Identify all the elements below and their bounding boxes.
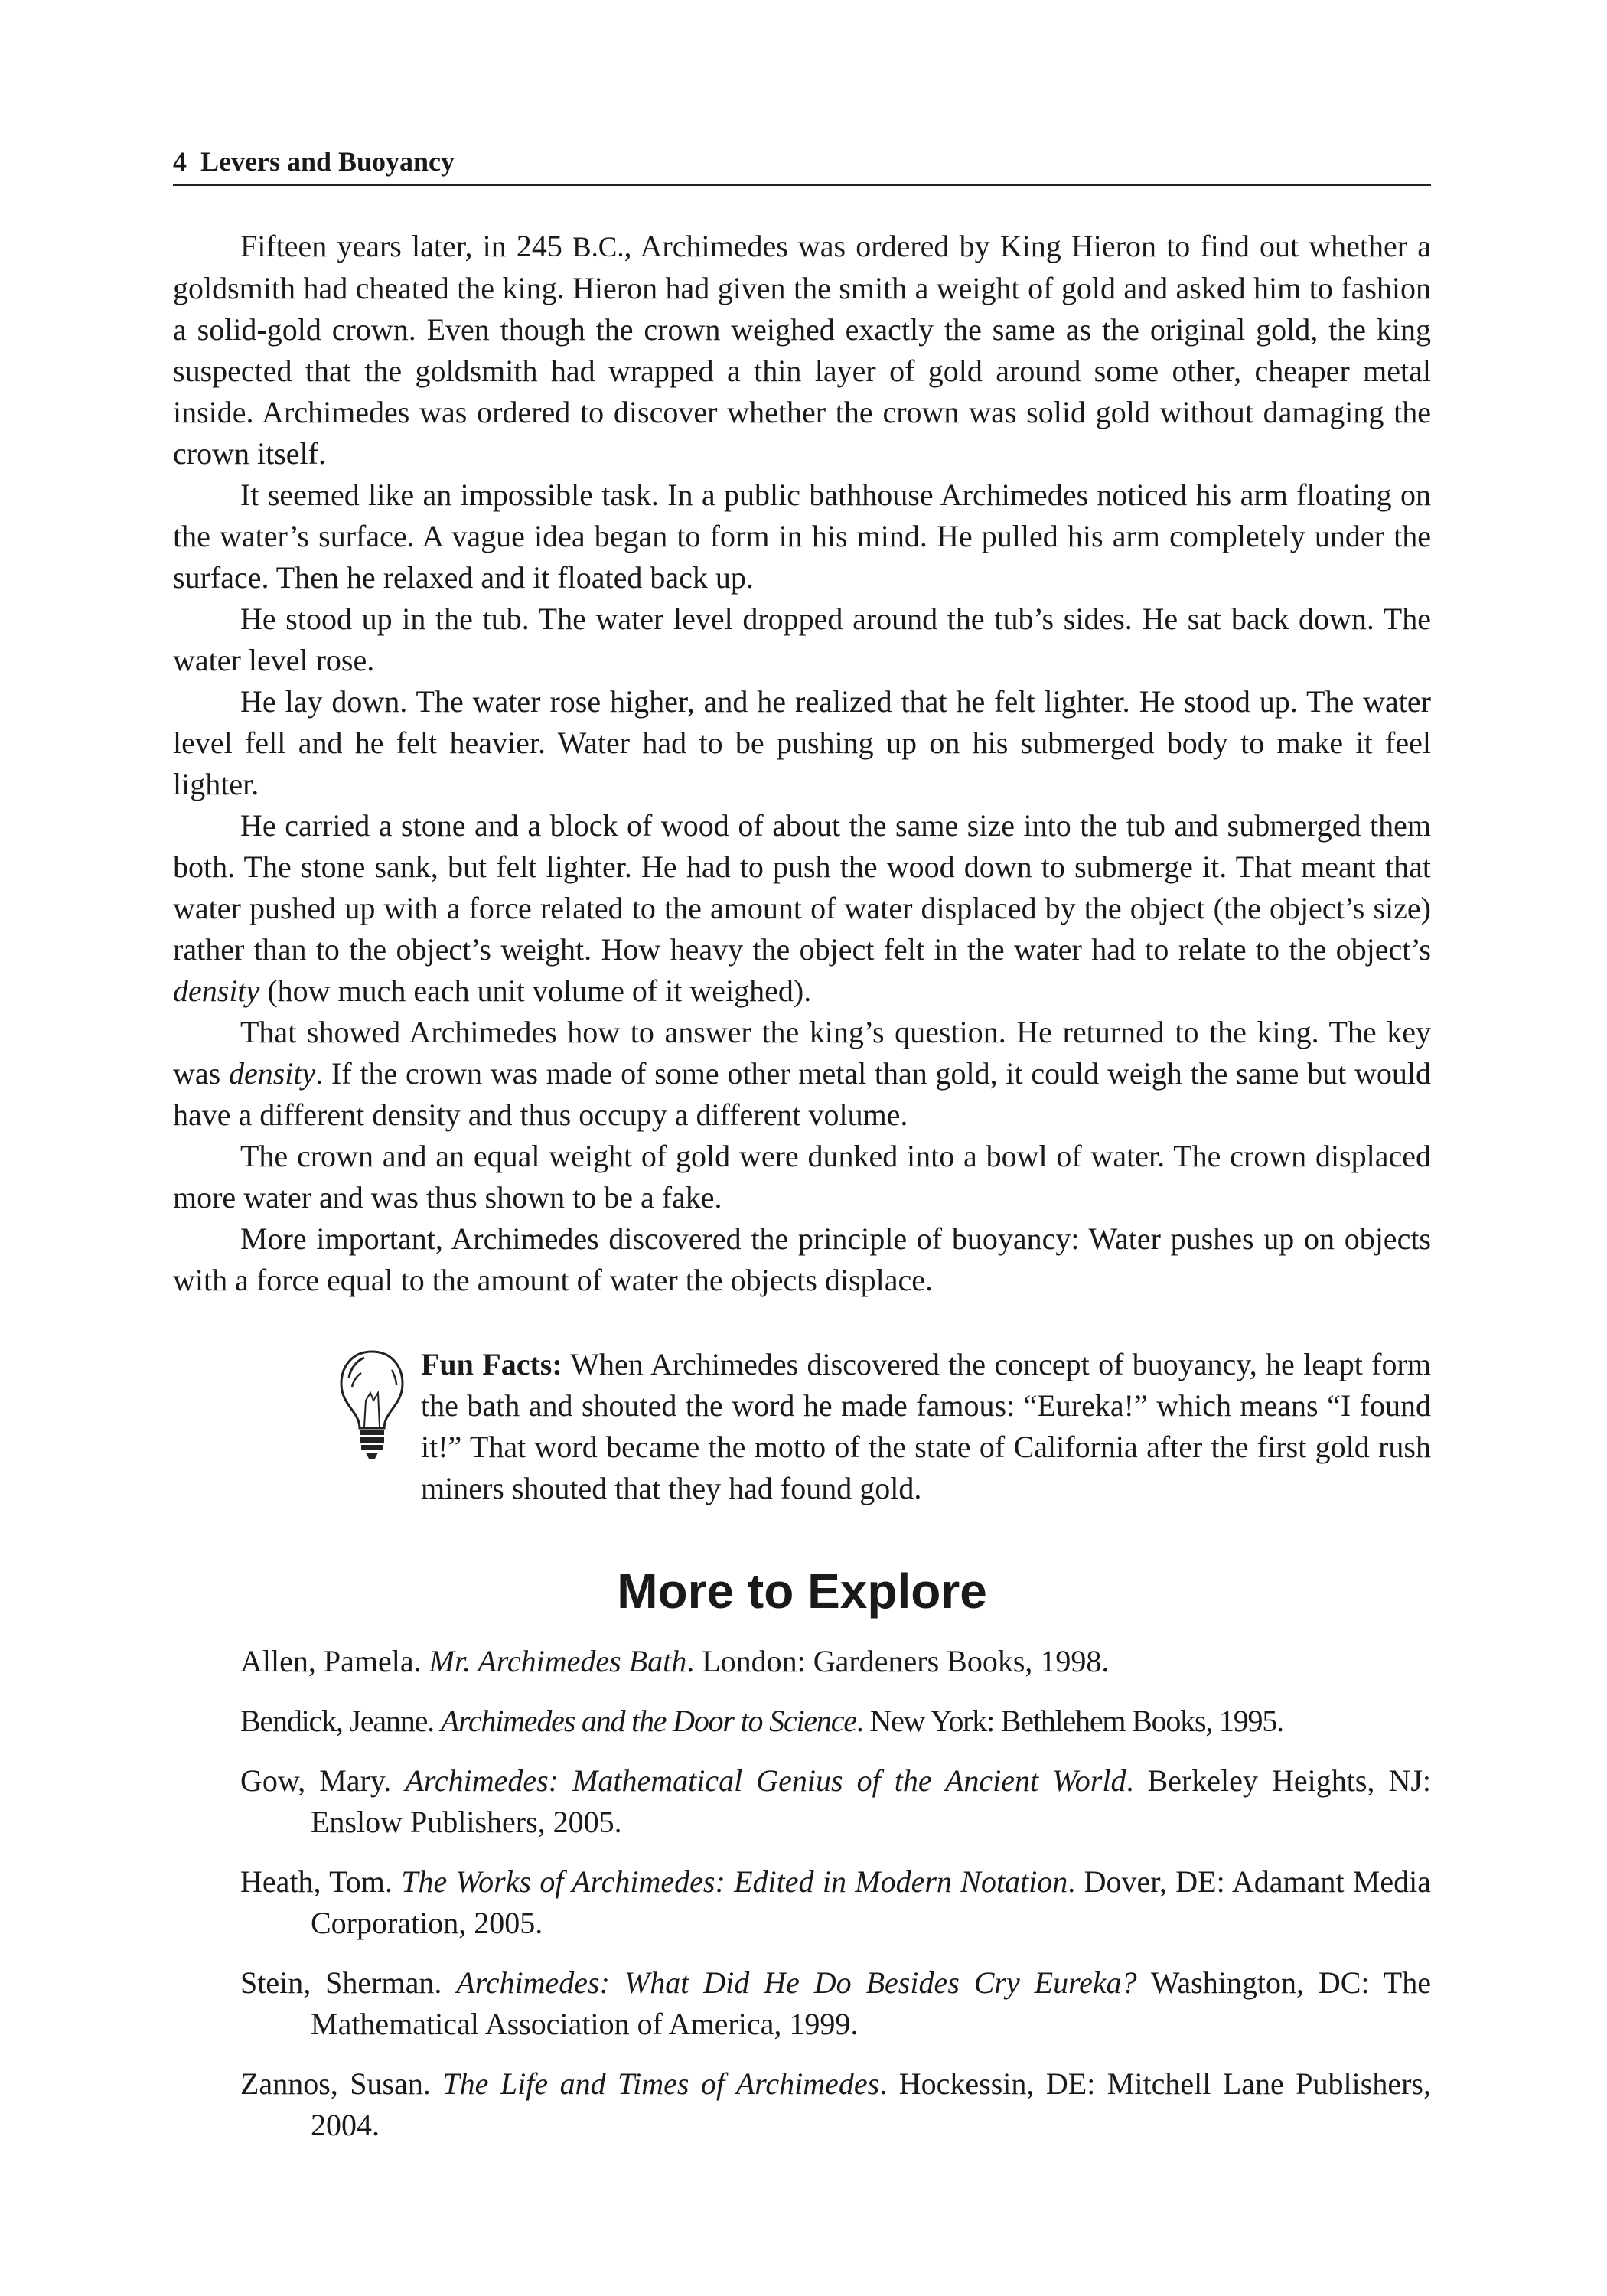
paragraph: He stood up in the tub. The water level dropped around the tub’s sides. He sat back down. The water level rose. [173, 602, 1431, 677]
reference-item [240, 1701, 1431, 1742]
ref-title: The Works of Archimedes: Edited in Modern Notation [401, 1864, 1068, 1899]
fun-facts-text [421, 1344, 1431, 1509]
body-text [173, 226, 1431, 1301]
fun-facts-body: When Archimedes discovered the concept of buoyancy, he leapt form the bath and shouted the word he made famous: “Eureka!” which means “I found it!” That word became the motto of the state of California after the first gold rush miners shouted that they had found gold. [421, 1347, 1431, 1505]
paragraph-text: . If the crown was made of some other metal than gold, it could weigh the same but would have a different density and thus occupy a different volume. [173, 1056, 1431, 1132]
book-page [173, 145, 1431, 2164]
paragraph-text: Fifteen years later, in 245 [240, 229, 573, 263]
emphasis-term: density [173, 974, 260, 1008]
ref-publication: . Berkeley Heights, NJ: Enslow Publishers, 2005. [311, 1763, 1432, 1839]
ref-publication: Washington, DC: The Mathematical Association of America, 1999. [311, 1965, 1431, 2041]
lightbulb-icon [337, 1344, 421, 1509]
paragraph: He lay down. The water rose higher, and he realized that he felt lighter. He stood up. The water level fell and he felt heavier. Water had to be pushing up on his submerged body to make it feel lighter. [173, 684, 1431, 801]
reference-item [240, 2063, 1431, 2146]
paragraph-text: That showed Archimedes how to answer the king’s question. He returned to the king. The key was [173, 1015, 1431, 1091]
reference-item [240, 1962, 1431, 2045]
paragraph-text: He carried a stone and a block of wood of about the same size into the tub and submerged them both. The stone sank, but felt lighter. He had to push the wood down to submerge it. That meant that water pushed up with a force related to the amount of water displaced by the object (the object’s size) rather than to the object’s weight. How heavy the object felt in the water had to relate to the object’s [173, 808, 1431, 967]
ref-publication: . Dover, DE: Adamant Media Corporation, 2005. [311, 1864, 1431, 1940]
paragraph: The crown and an equal weight of gold were dunked into a bowl of water. The crown displaced more water and was thus shown to be a fake. [173, 1139, 1431, 1215]
ref-author: Bendick, Jeanne. [240, 1704, 441, 1738]
paragraph [173, 226, 1431, 475]
fun-facts-box [337, 1344, 1431, 1509]
fun-facts-label: Fun Facts: [421, 1347, 562, 1381]
reference-item [240, 1641, 1431, 1682]
emphasis-term: density [228, 1056, 316, 1091]
paragraph [173, 805, 1431, 1012]
reference-list [240, 1641, 1431, 2146]
ref-title: Mr. Archimedes Bath [429, 1644, 687, 1678]
page-number: 4 [173, 146, 187, 177]
ref-author: Stein, Sherman. [240, 1965, 457, 2000]
paragraph: It seemed like an impossible task. In a public bathhouse Archimedes noticed his arm floating on the water’s surface. A vague idea began to form in his mind. He pulled his arm completely under the surface. Then he relaxed and it floated back up. [173, 478, 1431, 595]
ref-publication: . Hockessin, DE: Mitchell Lane Publishers, 2004. [311, 2066, 1431, 2142]
ref-publication: . London: Gardeners Books, 1998. [686, 1644, 1110, 1678]
ref-author: Zannos, Susan. [240, 2066, 443, 2101]
section-heading: More to Explore [617, 1564, 987, 1619]
ref-author: Gow, Mary. [240, 1763, 406, 1798]
ref-author: Heath, Tom. [240, 1864, 402, 1899]
ref-author: Allen, Pamela. [240, 1644, 429, 1678]
paragraph-text: (how much each unit volume of it weighed). [259, 974, 812, 1008]
paragraph-text: , Archimedes was ordered by King Hieron to find out whether a goldsmith had cheated the king. Hieron had given the smith a weight of gold and asked him to fashion a solid-gold crown. Even though the crown weighed exactly the same as the original gold, the king suspected that the goldsmith had wrapped a thin layer of gold around some other, cheaper metal inside. Archimedes was ordered to discover whether the crown was solid gold without damaging the crown itself. [173, 229, 1431, 471]
running-header [173, 145, 1431, 186]
paragraph [173, 1012, 1431, 1136]
ref-publication: . New York: Bethlehem Books, 1995. [856, 1704, 1283, 1738]
ref-title: Archimedes: What Did He Do Besides Cry Eureka? [456, 1965, 1137, 2000]
paragraph: More important, Archimedes discovered the principle of buoyancy: Water pushes up on objects with a force equal to the amount of water the objects displace. [173, 1221, 1431, 1297]
era-abbreviation: B.C. [572, 231, 624, 263]
ref-title: Archimedes and the Door to Science [440, 1704, 856, 1738]
running-title: Levers and Buoyancy [200, 146, 455, 177]
reference-item [240, 1861, 1431, 1944]
reference-item [240, 1760, 1431, 1843]
ref-title: The Life and Times of Archimedes [442, 2066, 880, 2101]
ref-title: Archimedes: Mathematical Genius of the Ancient World [405, 1763, 1126, 1798]
